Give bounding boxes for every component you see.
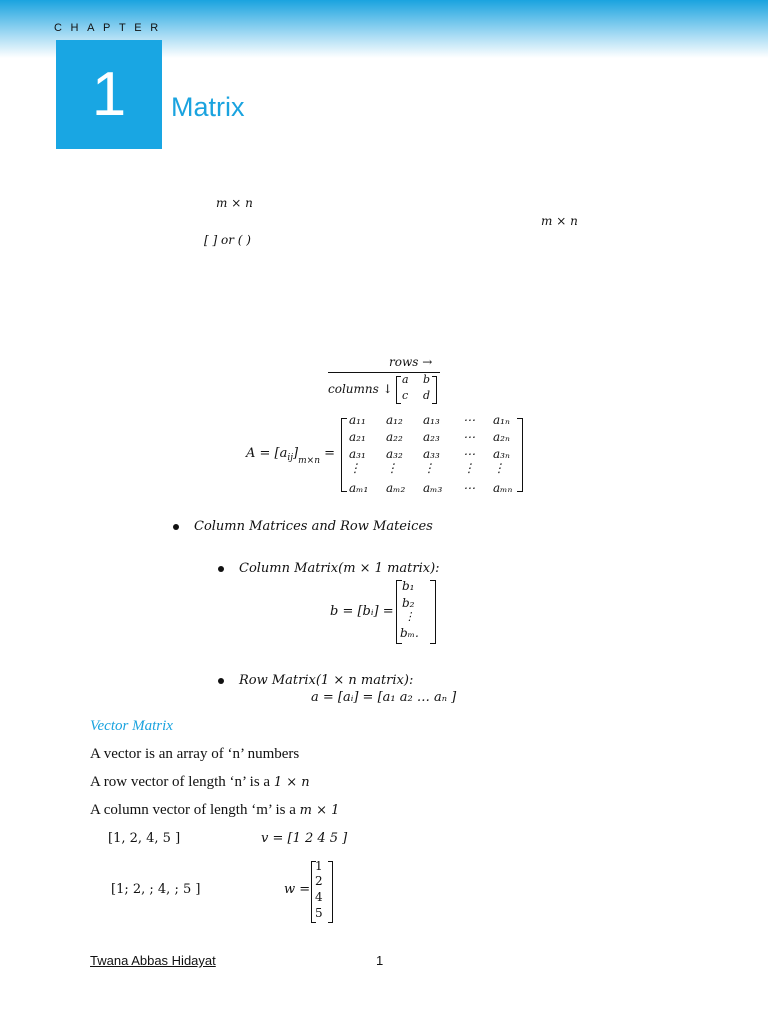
small-matrix-a: a (402, 373, 409, 386)
column-vector-entry-3: 4 (315, 890, 323, 904)
general-matrix-cell: ⋮ (463, 461, 475, 475)
small-matrix-d: d (423, 389, 431, 402)
general-matrix-cell: aₘ₂ (386, 481, 406, 495)
general-matrix-cell: a₃₂ (386, 447, 403, 461)
intro-expr-3: [ ] or ( ) (204, 233, 251, 247)
bullet-dot (218, 566, 224, 572)
general-matrix-cell: ⋮ (349, 461, 361, 475)
bullet-row-matrix: Row Matrix(1 × n matrix): (239, 673, 414, 688)
vector-matrix-heading: Vector Matrix (90, 718, 173, 734)
small-matrix-b: b (423, 373, 431, 386)
column-entry-1: b₁ (402, 579, 415, 593)
column-matrix-eq: b = [bᵢ] = (330, 604, 394, 619)
general-matrix-cell: a₃ₙ (493, 447, 510, 461)
row-vector-eq: v = [1 2 4 5 ] (261, 831, 348, 846)
general-matrix-cell: ⋯ (463, 413, 475, 427)
general-matrix-cell: aₘ₃ (423, 481, 443, 495)
general-matrix-cell: ⋯ (463, 481, 475, 495)
footer-page-number: 1 (376, 953, 384, 968)
general-matrix-cell: a₁ₙ (493, 413, 510, 427)
general-matrix-cell: a₁₃ (423, 413, 440, 427)
chapter-title: Matrix (171, 92, 245, 122)
chapter-label: CHAPTER (54, 22, 167, 34)
column-vector-entry-2: 2 (315, 874, 323, 888)
vector-line-3-text: A column vector of length ‘m’ is a (90, 802, 300, 818)
general-matrix-cell: a₂₂ (386, 430, 403, 444)
column-entry-2: b₂ (402, 596, 415, 610)
small-matrix-c: c (402, 389, 409, 402)
general-matrix-lhs-dim: m×n (298, 456, 320, 466)
column-vector-entry-1: 1 (315, 859, 323, 873)
general-matrix-cell: aₘ₁ (349, 481, 369, 495)
general-matrix-right-bracket (517, 418, 523, 492)
general-matrix-lhs-sub: ij (287, 453, 294, 463)
general-matrix-left-bracket (341, 418, 347, 492)
chapter-number-box: 1 (56, 40, 162, 149)
general-matrix-lhs: $A = [a_{ij}]_{m\times n}$ = (246, 446, 336, 466)
small-matrix-left-bracket (396, 376, 401, 404)
vector-line-3 (90, 802, 339, 819)
general-matrix-cell: a₁₂ (386, 413, 403, 427)
bullet-dot (173, 524, 179, 530)
general-matrix-cell: a₃₃ (423, 447, 440, 461)
general-matrix-cell: a₁₁ (349, 413, 366, 427)
general-matrix-equals: = (324, 446, 336, 461)
column-vector-right-bracket (328, 861, 333, 923)
footer-author: Twana Abbas Hidayat (90, 953, 216, 968)
general-matrix-cell: a₃₁ (349, 447, 366, 461)
columns-label: columns ↓ (328, 382, 393, 396)
rows-label: rows → (389, 355, 433, 369)
general-matrix-cell: ⋮ (386, 461, 398, 475)
general-matrix-cell: ⋯ (463, 447, 475, 461)
general-matrix-cell: ⋮ (423, 461, 435, 475)
vector-line-1: A vector is an array of ‘n’ numbers (90, 746, 300, 762)
general-matrix-lhs-text: A = [a (246, 446, 288, 461)
column-entry-m: bₘ. (400, 626, 419, 640)
general-matrix-cell: a₂₁ (349, 430, 366, 444)
bullet-column-matrix: Column Matrix(m × 1 matrix): (239, 561, 440, 576)
column-vector-input: [1; 2, ; 4, ; 5 ] (111, 882, 201, 897)
column-entry-vdots: ⋮ (404, 610, 415, 623)
row-matrix-eq: a = [aᵢ] = [a₁ a₂ … aₙ ] (311, 690, 457, 705)
bullet-dot (218, 678, 224, 684)
vector-line-2 (90, 774, 310, 791)
small-matrix-right-bracket (432, 376, 437, 404)
column-vector-eq: w = (284, 882, 311, 897)
general-matrix-cell: aₘₙ (493, 481, 513, 495)
general-matrix-cell: ⋮ (493, 461, 505, 475)
general-matrix-cell: ⋯ (463, 430, 475, 444)
column-matrix-right-bracket (430, 580, 436, 644)
intro-expr-2: m × n (541, 214, 578, 228)
bullet-column-row-matrices: Column Matrices and Row Mateices (194, 519, 433, 534)
general-matrix-cell: a₂₃ (423, 430, 440, 444)
row-vector-input: [1, 2, 4, 5 ] (108, 831, 181, 846)
column-vector-entry-4: 5 (315, 906, 323, 920)
intro-expr-1: m × n (216, 196, 253, 210)
vector-line-3-math: m × 1 (299, 803, 340, 818)
vector-line-2-text: A row vector of length ‘n’ is a (90, 774, 274, 790)
general-matrix-cell: a₂ₙ (493, 430, 510, 444)
vector-line-2-math: 1 × n (273, 775, 310, 790)
